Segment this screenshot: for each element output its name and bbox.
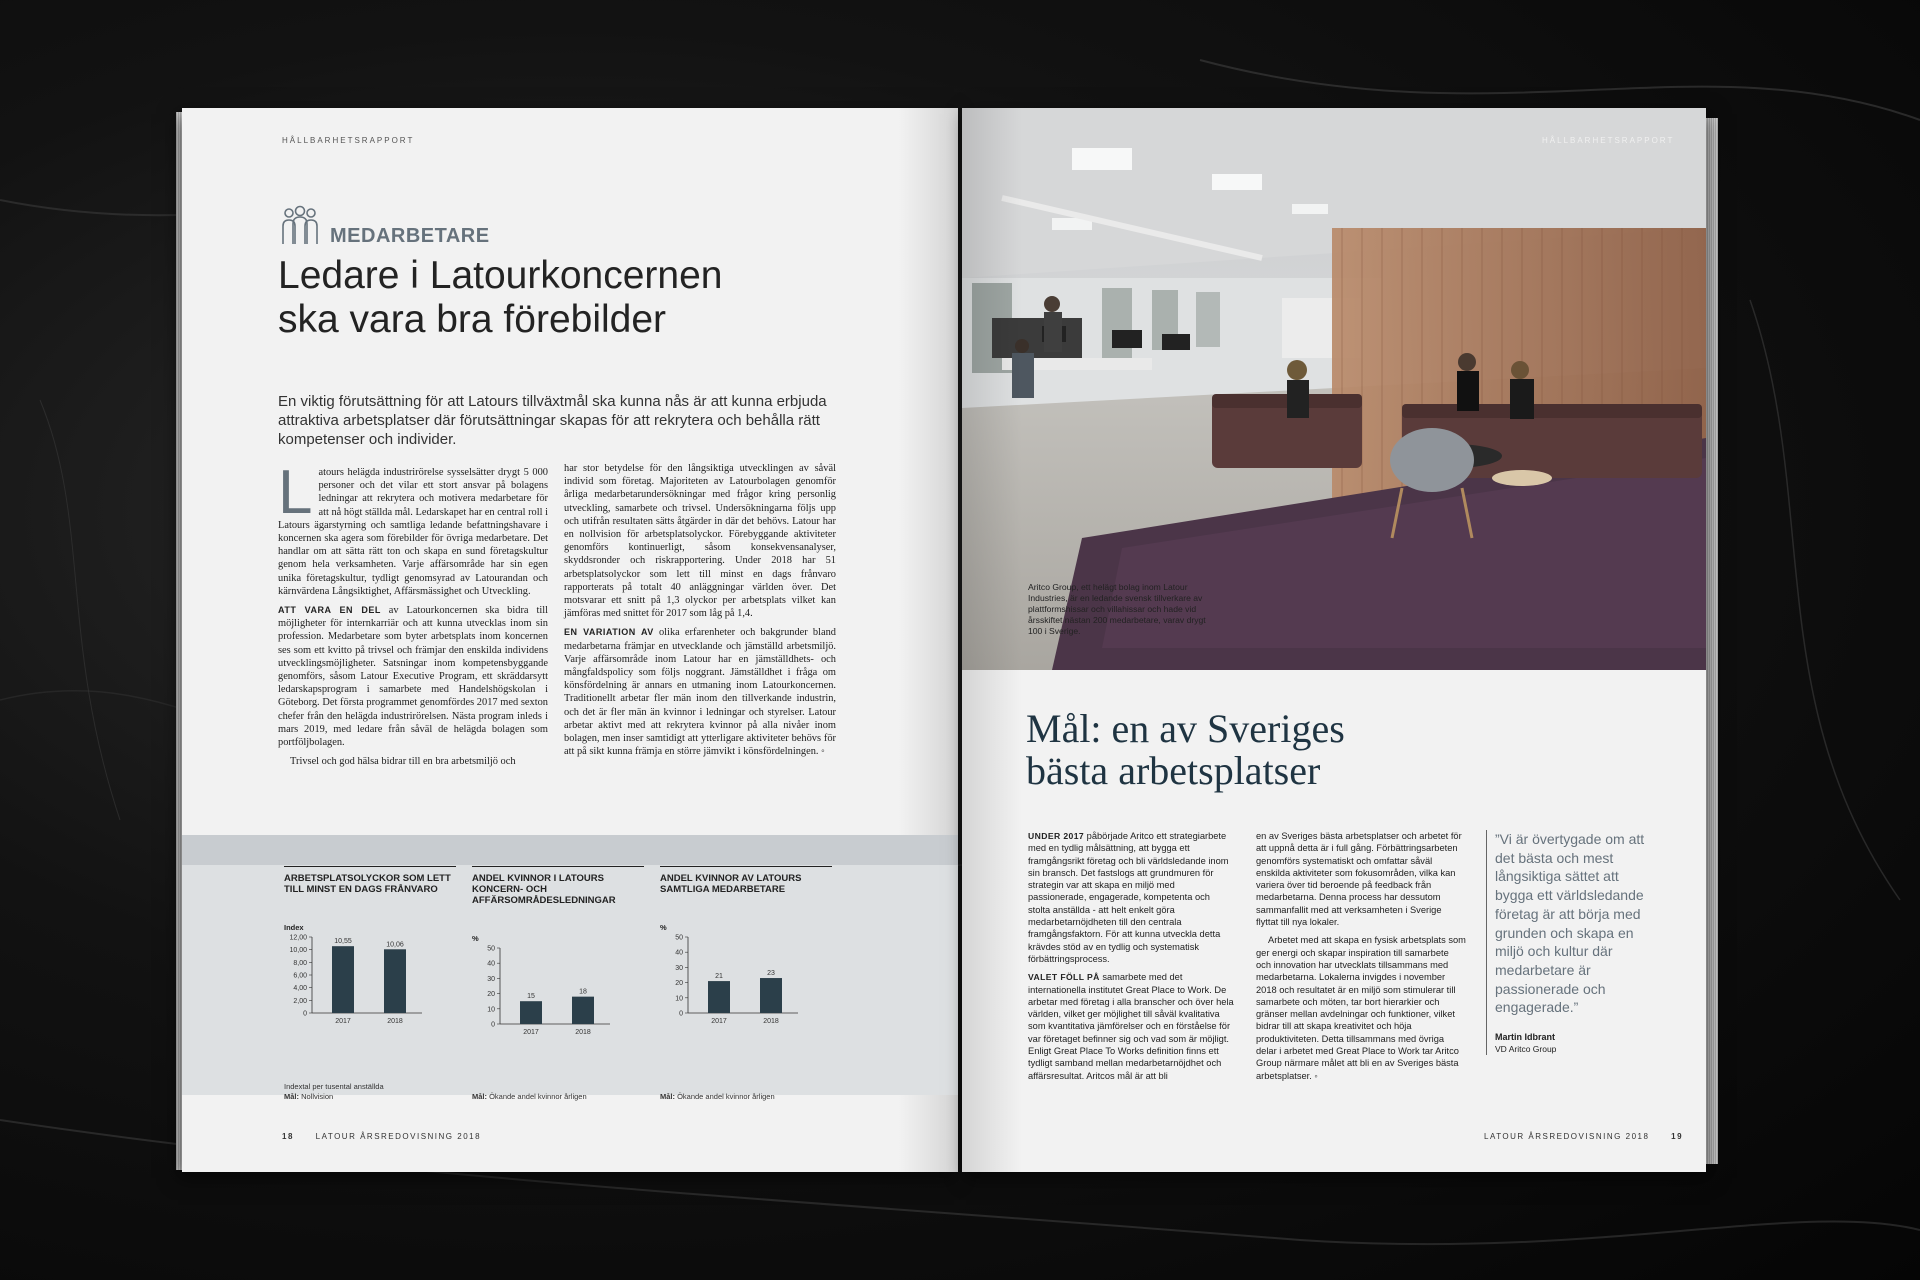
col1-lead-in: UNDER 2017 <box>1028 831 1085 841</box>
y-tick-label: 30 <box>675 964 683 972</box>
headline-line-2: ska vara bra förebilder <box>278 298 667 341</box>
bar <box>572 997 594 1024</box>
bar-value-label: 10,55 <box>334 938 352 946</box>
running-head: HÅLLBARHETSRAPPORT <box>1542 136 1675 145</box>
page-stack-right <box>1706 118 1718 1164</box>
body-column-1 <box>278 458 548 774</box>
y-tick-label: 30 <box>487 975 495 983</box>
chart-title: ANDEL KVINNOR I LATOURS KONCERN- OCH AFFÄRSOMRÅDESLEDNINGAR <box>472 866 644 906</box>
col2-paragraph-2: Arbetet med att skapa en fysisk arbetsplats som ger energi och skapar inspiration till samarbete och innovation har utvecklats tillsammans med medarbetarna. Lokalerna invigdes i november 2018 och resultatet är en miljö som stimulerar till samarbete och möten, tar bort hierarkier och gränser mellan avdelningar och funktioner, vilket bidrar till att skapa kreativitet och höja produktiviteten. Detta tillsammans med övriga delar i arbetet med Great Place to Work tar Aritco Group närmare målet att bli en av Sveriges bästa arbetsplatser. <box>1256 935 1466 1081</box>
y-tick-label: 4,00 <box>293 985 307 993</box>
col2-paragraph-1: har stor betydelse för den långsiktiga utvecklingen av såväl individ som företag. Majoriteten av Latourbolagen genomför årliga medarbetarundersökningar med frågor kring personlig utveckling, samarbete och trivsel. Undersökningarna följs upp och utifrån resultaten sätts åtgärder in där det behövs. Latour har en nollvision för arbetsplatsolyckor. Förebyggande aktiviteter genomförs kontinuerligt, såsom konsekvensanalyser, skyddsronder och riskrapportering. Under 2018 har 51 arbetsplatsolyckor som lett till minst en dags frånvaro rapporterats på totalt 40 anläggningar världen över. Det motsvarar ett snitt på 1,3 olyckor per arbetsplats vilket kan jämföras med snittet för 2017 som låg på 1,4. <box>564 463 836 620</box>
intro-paragraph: En viktig förutsättning för att Latours tillväxtmål ska kunna nås är att kunna erbjuda attraktiva arbetsplatser där förutsättningar skapas för att rekrytera och behålla rätt kompetenser och individer. <box>278 393 827 448</box>
bar-value-label: 15 <box>527 993 535 1001</box>
chart-women-management-plot <box>472 932 652 1062</box>
y-tick-label: 40 <box>675 949 683 957</box>
page-number: 19 <box>1671 1132 1684 1141</box>
goal-label: Mål: <box>660 1092 675 1101</box>
end-mark: ◦ <box>821 746 825 758</box>
x-tick-label: 2018 <box>763 1018 779 1025</box>
quote-author-role: VD Aritco Group <box>1495 1044 1557 1055</box>
x-tick-label: 2017 <box>523 1029 539 1036</box>
y-tick-label: 0 <box>303 1010 307 1018</box>
y-axis-label: % <box>660 923 667 932</box>
chart-note-management <box>472 1092 587 1102</box>
y-tick-label: 10 <box>487 1006 495 1014</box>
col1-paragraph-2: samarbete med det internationella institutet Great Place to Work. De arbetar med företag i alla branscher och över hela världen, vilket ger möjlighet till såväl kvalitativa som kvantitativa jämförelser och en förståelse för var företaget befinner sig och vad som är möjligt. Enligt Great Place To Works definition finns ett tydligt samband mellan medarbetarnöjdhet och affärsresultat. Aritcos mål är att bli <box>1028 972 1234 1081</box>
bar-value-label: 10,06 <box>386 941 404 949</box>
col1-lead-in: ATT VARA EN DEL <box>278 605 381 616</box>
y-tick-label: 0 <box>491 1021 495 1029</box>
y-tick-label: 6,00 <box>293 972 307 980</box>
people-group-icon <box>278 204 322 248</box>
col1-paragraph-3: Trivsel och god hälsa bidrar till en bra arbetsmiljö och <box>290 756 516 768</box>
chart-band-top <box>182 835 958 865</box>
bar-value-label: 18 <box>579 988 587 996</box>
bar <box>384 949 406 1013</box>
bar-value-label: 21 <box>715 973 723 981</box>
end-mark: ◦ <box>1314 1070 1318 1081</box>
x-tick-label: 2017 <box>335 1018 351 1025</box>
y-tick-label: 12,00 <box>289 934 307 942</box>
bar <box>708 981 730 1013</box>
section-header <box>278 204 490 248</box>
y-tick-label: 2,00 <box>293 997 307 1005</box>
x-tick-label: 2017 <box>711 1018 727 1025</box>
x-tick-label: 2018 <box>387 1018 403 1025</box>
running-head: HÅLLBARHETSRAPPORT <box>282 136 415 145</box>
body-column-2 <box>1256 830 1466 1088</box>
col1-lead-in-2: VALET FÖLL PÅ <box>1028 972 1100 983</box>
chart-title: ARBETSPLATSOLYCKOR SOM LETT TILL MINST EN DAGS FRÅNVARO <box>284 866 456 895</box>
chart-women-management <box>472 866 652 1067</box>
quote-author: Martin Idbrant <box>1495 1032 1555 1043</box>
chart-note-line: Indextal per tusental anställda <box>284 1082 384 1091</box>
chart-note-accidents <box>284 1082 384 1102</box>
headline-line-1: Ledare i Latourkoncernen <box>278 254 723 297</box>
body-column-1 <box>1028 830 1234 1088</box>
folio-title: LATOUR ÅRSREDOVISNING 2018 <box>315 1132 482 1141</box>
col2-paragraph-1: en av Sveriges bästa arbetsplatser och arbetet för att uppnå detta är i full gång. Förbättringsarbeten genomförs systematiskt och omfattar såväl enskilda aktiviteter som fokusområden, vilka kan variera över tid beroende på feedback från medarbetarna. Denna process har dessutom sammanfallit med att verksamheten i Sverige flyttat till nya lokaler. <box>1256 831 1462 928</box>
page-headline <box>278 254 798 342</box>
col2-lead-in: EN VARIATION AV <box>564 627 654 638</box>
y-tick-label: 8,00 <box>293 959 307 967</box>
y-axis-label: % <box>472 934 479 943</box>
folio-title: LATOUR ÅRSREDOVISNING 2018 <box>1484 1132 1650 1141</box>
goal-value: Ökande andel kvinnor årligen <box>675 1092 775 1101</box>
headline-line-1: Mål: en av Sveriges <box>1026 706 1345 751</box>
body-column-2 <box>564 462 836 764</box>
page-headline <box>1026 708 1446 792</box>
chart-accidents-plot <box>284 921 464 1051</box>
chart-women-employees <box>660 866 840 1056</box>
right-page <box>962 108 1706 1172</box>
chart-note-employees <box>660 1092 775 1102</box>
goal-value: Nollvision <box>299 1092 334 1101</box>
page-number: 18 <box>282 1132 294 1141</box>
goal-label: Mål: <box>284 1092 299 1101</box>
chart-accidents <box>284 866 464 1056</box>
y-tick-label: 0 <box>679 1010 683 1018</box>
col1-paragraph-1: påbörjade Aritco ett strategiarbete med en tydlig målsättning, att bygga ett framgångsrikt företag och bli världsledande inom sin bransch. Det fastslogs att grundmuren för strategin var att skapa en miljö med passionerade, engagerade, kompetenta och stolta anställda - att helt enkelt göra medarbetarnöjdheten till den centrala framgångsfaktorn. För att kunna utveckla detta krävdes stöd av en tydlig och systematisk förbättringsprocess. <box>1028 831 1229 964</box>
chart-women-employees-plot <box>660 921 840 1051</box>
bar <box>760 978 782 1013</box>
y-tick-label: 20 <box>487 991 495 999</box>
y-tick-label: 40 <box>487 960 495 968</box>
left-page <box>182 108 958 1172</box>
dropcap: L <box>278 458 313 527</box>
bar <box>520 1001 542 1024</box>
y-tick-label: 50 <box>487 945 495 953</box>
col1-paragraph-2: av Latourkoncernen ska bidra till möjligheter för internkarriär och att kunna utvecklas inom sin profession. Medarbetare som byter arbetsplats inom koncernen ses som ett kvitto på trivsel och främjar den enskilda individens utvecklingsmöjligheter. Satsningar inom kompetensbyggande genomförs, såsom Latour Executive Program, ett skräddarsytt ledarskapsprogram i samarbete med Handelshögskolan i Göteborg. Det första programmet genomfördes 2017 med sexton chefer från den helägda industrirörelsen. Nästa program inleds i mars 2019, med ledare från såväl de helägda bolagen som portföljbolagen. <box>278 605 548 749</box>
chart-title: ANDEL KVINNOR AV LATOURS SAMTLIGA MEDARBETARE <box>660 866 832 895</box>
col1-paragraph-1: atours helägda industrirörelse sysselsätter drygt 5 000 personer och det vilar ett stort ansvar på bolagens ledningar att rekrytera och motivera medarbetare för att nå högt ställda mål. Ledarskapet har en central roll i Latours ägarstyrning och samtliga ledande befattningshavare i koncernen ska agera som förebilder för övriga medarbetare. Det handlar om att sätta rätt ton och skapa en sund företagskultur genom hela verksamheten. Varje affärsområde har sin egen unika företagskultur, tydligt genomsyrad av Latourandan och kärnvärdena Långsiktighet, Affärsmässighet och Utveckling. <box>278 467 548 597</box>
x-tick-label: 2018 <box>575 1029 591 1036</box>
bar <box>332 946 354 1013</box>
quote-text: ”Vi är övertygade om att det bästa och mest långsiktiga sättet att bygga ett världsledande företag är att börja med grunden och skapa en miljö och kultur där medarbetare är passionerade och engagerade.” <box>1495 831 1645 1016</box>
y-tick-label: 20 <box>675 980 683 988</box>
y-tick-label: 10,00 <box>289 947 307 955</box>
photo-caption: Aritco Group, ett helägt bolag inom Latour Industries, är en ledande svensk tillverkare av plattformshissar och villahissar och hade vid årsskiftet nästan 200 medarbetare, varav drygt 100 i Sverige. <box>1028 582 1206 636</box>
folio <box>282 1132 481 1141</box>
y-axis-label: Index <box>284 923 304 932</box>
section-title: MEDARBETARE <box>330 225 490 247</box>
pull-quote <box>1486 830 1645 1055</box>
bar-value-label: 23 <box>767 970 775 978</box>
headline-line-2: bästa arbetsplatser <box>1026 748 1321 793</box>
y-tick-label: 10 <box>675 995 683 1003</box>
goal-label: Mål: <box>472 1092 487 1101</box>
y-tick-label: 50 <box>675 934 683 942</box>
right-gutter-shadow <box>962 108 1022 1172</box>
col2-paragraph-2: olika erfarenheter och bakgrunder bland medarbetarna främjar en utvecklande och jämställd arbetsmiljö. Varje affärsområde inom Latour har en jämställdhets- och mångfaldspolicy som följs noggrant. Jämställdhet i fråga om könsfördelning är annars en utmaning inom Latourkoncernen. Traditionellt arbetar fler män inom den tillverkande industrin, och det är fler män än kvinnor i ledningar och styrelser. Latour arbetar aktivt med att rekrytera kvinnor på alla nivåer inom bolagen, men inser samtidigt att ytterligare aktiviteter behövs för att på sikt kunna främja en större jämvikt i könsfördelningen. <box>564 627 836 758</box>
folio <box>1484 1132 1683 1141</box>
goal-value: Ökande andel kvinnor årligen <box>487 1092 587 1101</box>
